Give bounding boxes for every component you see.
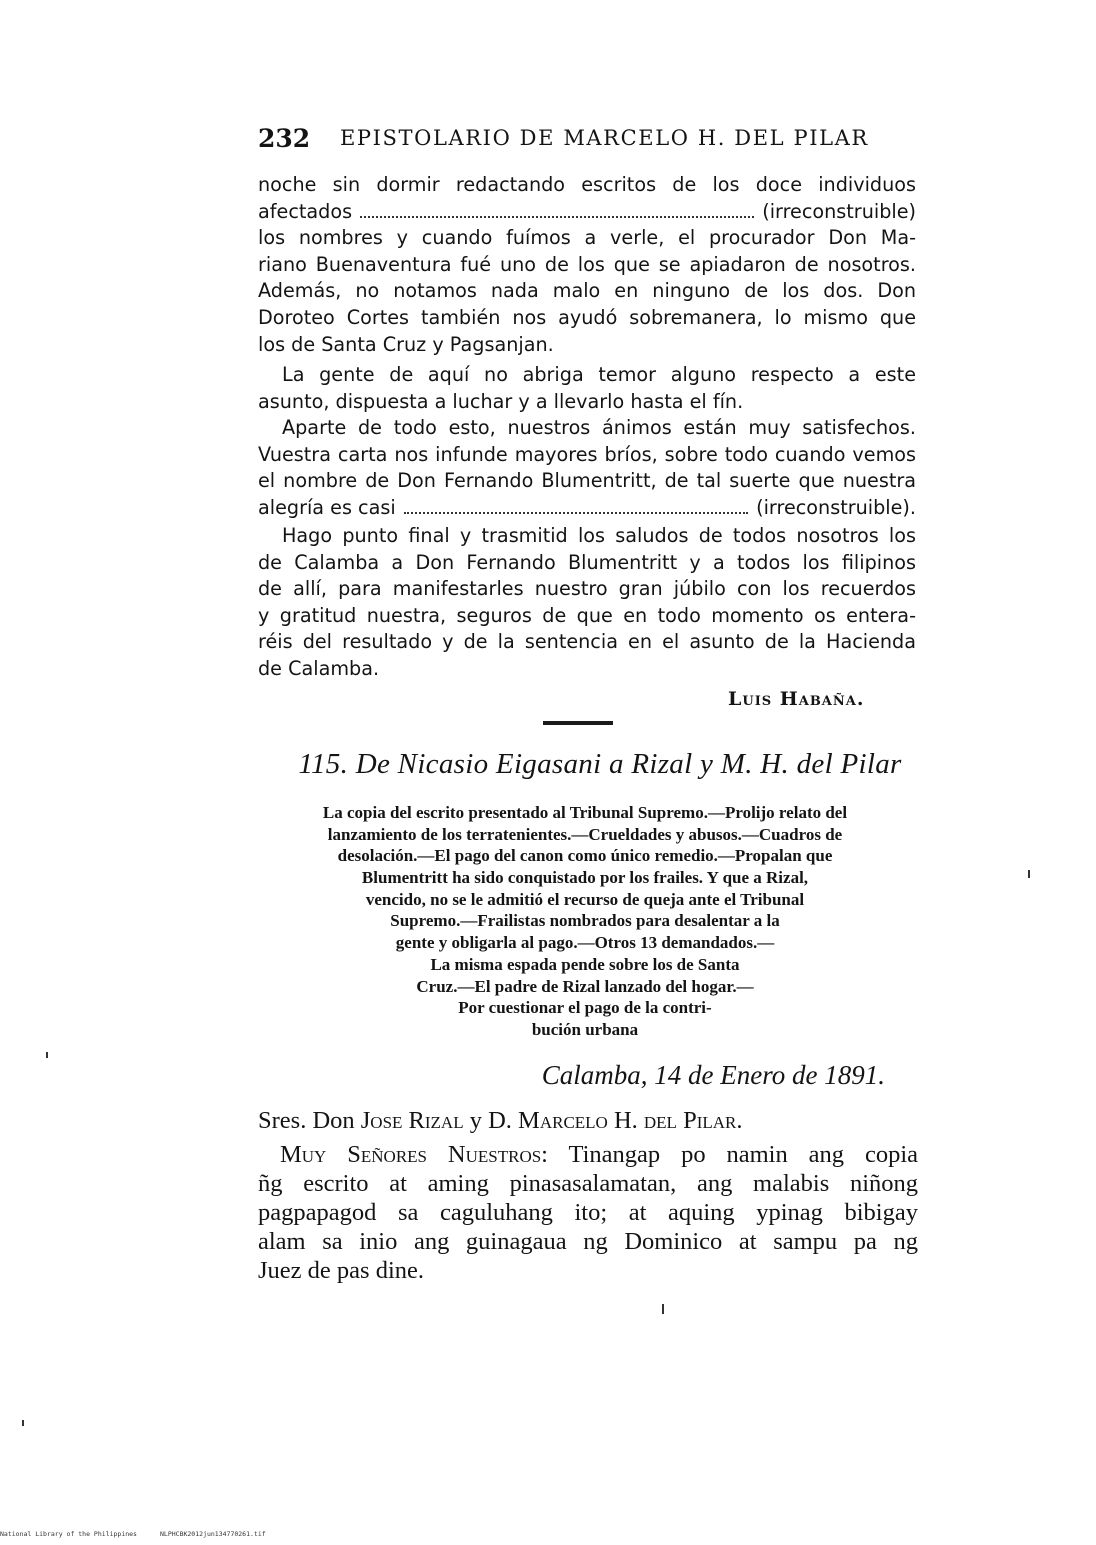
addressee-mid: y D.	[469, 1107, 512, 1134]
text-line: de allí, para manifestarles nuestro gran júbilo con los recuerdos	[258, 577, 916, 601]
scan-speck	[662, 1304, 664, 1314]
summary-line: Supremo.—Frailistas nombrados para desalentar a la	[390, 911, 780, 931]
body-line: ñg escrito at aming pinasasalamatan, ang malabis niñong	[258, 1170, 918, 1197]
addressee-name-rizal: Jose Rizal	[360, 1107, 464, 1134]
text-line: Aparte de todo esto, nuestros ánimos están muy satisfechos.	[282, 416, 916, 439]
scan-speck	[46, 1052, 48, 1058]
salutation: Muy Señores Nuestros:	[280, 1141, 548, 1168]
summary-line: Blumentritt ha sido conquistado por los frailes. Y que a Rizal,	[361, 868, 809, 888]
text-line: los nombres y cuando fuímos a verle, el procurador Don Ma-	[258, 226, 916, 250]
dotted-line-start: alegría es casi	[258, 495, 396, 519]
dotted-line	[258, 495, 916, 522]
addressee	[258, 1106, 918, 1140]
page-number: 232	[258, 124, 311, 153]
paragraph-2	[258, 362, 916, 415]
text-line: y gratitud nuestra, seguros de que en todo momento os entera-	[258, 603, 916, 627]
text-line: réis del resultado y de la sentencia en el asunto de la Hacienda	[258, 630, 916, 654]
text-line: el nombre de Don Fernando Blumentritt, de tal suerte que nuestra	[258, 469, 916, 493]
text-line: Vuestra carta nos infunde mayores bríos, sobre todo cuando vemos	[258, 442, 916, 466]
summary-line: lanzamiento de los terratenientes.—Crueldades y abusos.—Cuadros de	[327, 824, 843, 844]
paragraph-1	[258, 172, 916, 358]
summary-line: La misma espada pende sobre los de Santa	[430, 954, 740, 974]
text-line: Hago punto final y trasmitid los saludos de todos nosotros los	[282, 524, 916, 547]
dateline: Calamba, 14 de Enero de 1891.	[541, 1060, 885, 1090]
text-line: riano Buenaventura fué uno de los que se apiadaron de nosotros.	[258, 252, 916, 276]
body-line: alam sa inio ang guinagaua ng Dominico at sampu pa ng	[258, 1228, 918, 1255]
scan-footer	[0, 1530, 400, 1538]
summary-line: Cruz.—El padre de Rizal lanzado del hogar.—	[416, 976, 754, 996]
body-first-text: Tinangap po namin ang copia	[568, 1141, 918, 1168]
dotted-line	[258, 199, 916, 226]
text-line: La gente de aquí no abriga temor alguno respecto a este	[282, 363, 916, 386]
summary-line: Por cuestionar el pago de la contri-	[458, 998, 712, 1018]
ellipsis-dots	[360, 215, 754, 218]
text-line: de Calamba a Don Fernando Blumentritt y a todos los filipinos	[258, 550, 916, 574]
summary-line: bución urbana	[531, 1019, 639, 1039]
summary-line: desolación.—El pago del canon como único remedio.—Propalan que	[337, 846, 833, 866]
text-line: asunto, dispuesta a luchar y a llevarlo hasta el fín.	[258, 389, 744, 413]
letter-summary	[255, 802, 915, 1041]
body-line: Juez de pas dine.	[258, 1257, 424, 1284]
scan-speck	[22, 1420, 24, 1426]
text-line: Doroteo Cortes también nos ayudó sobremanera, lo mismo que	[258, 305, 916, 329]
scan-speck	[1028, 870, 1030, 878]
summary-line: La copia del escrito presentado al Tribunal Supremo.—Prolijo relato del	[322, 803, 848, 822]
summary-line: vencido, no se le admitió el recurso de queja ante el Tribunal	[365, 889, 805, 909]
text-line: noche sin dormir redactando escritos de los doce individuos	[258, 173, 916, 196]
text-line: los de Santa Cruz y Pagsanjan.	[258, 332, 554, 356]
dotted-line-start: afectados	[258, 199, 353, 223]
text-line: de Calamba.	[258, 656, 380, 680]
salutation-line	[258, 1140, 918, 1169]
page-header	[258, 124, 918, 154]
library-credit: National Library of the Philippines	[0, 1530, 137, 1538]
dotted-line-end: (irreconstruible)	[762, 199, 916, 223]
letter-title: 115. De Nicasio Eigasani a Rizal y M. H. del Pilar	[298, 748, 902, 780]
addressee-name-pilar: Marcelo H. del Pilar.	[518, 1107, 743, 1134]
dotted-line-end: (irreconstruible).	[756, 495, 916, 519]
summary-line: gente y obligarla al pago.—Otros 13 demandados.—	[395, 933, 775, 953]
scan-file-id: NLPHCBK2012jun134770261.tif	[160, 1530, 266, 1538]
ellipsis-dots	[404, 511, 748, 514]
paragraph-4	[258, 523, 916, 683]
letter-opening	[258, 1106, 918, 1285]
running-title: EPISTOLARIO DE MARCELO H. DEL PILAR	[340, 126, 869, 150]
text-line: Además, no notamos nada malo en ninguno de los dos. Don	[258, 279, 916, 303]
section-divider	[543, 721, 613, 725]
body-line: pagpapagod sa caguluhang ito; at aquing ypinag bibigay	[258, 1199, 918, 1226]
addressee-prefix: Sres. Don	[258, 1107, 355, 1134]
signature: Luis Habaña.	[728, 688, 865, 710]
paragraph-3	[258, 415, 916, 521]
